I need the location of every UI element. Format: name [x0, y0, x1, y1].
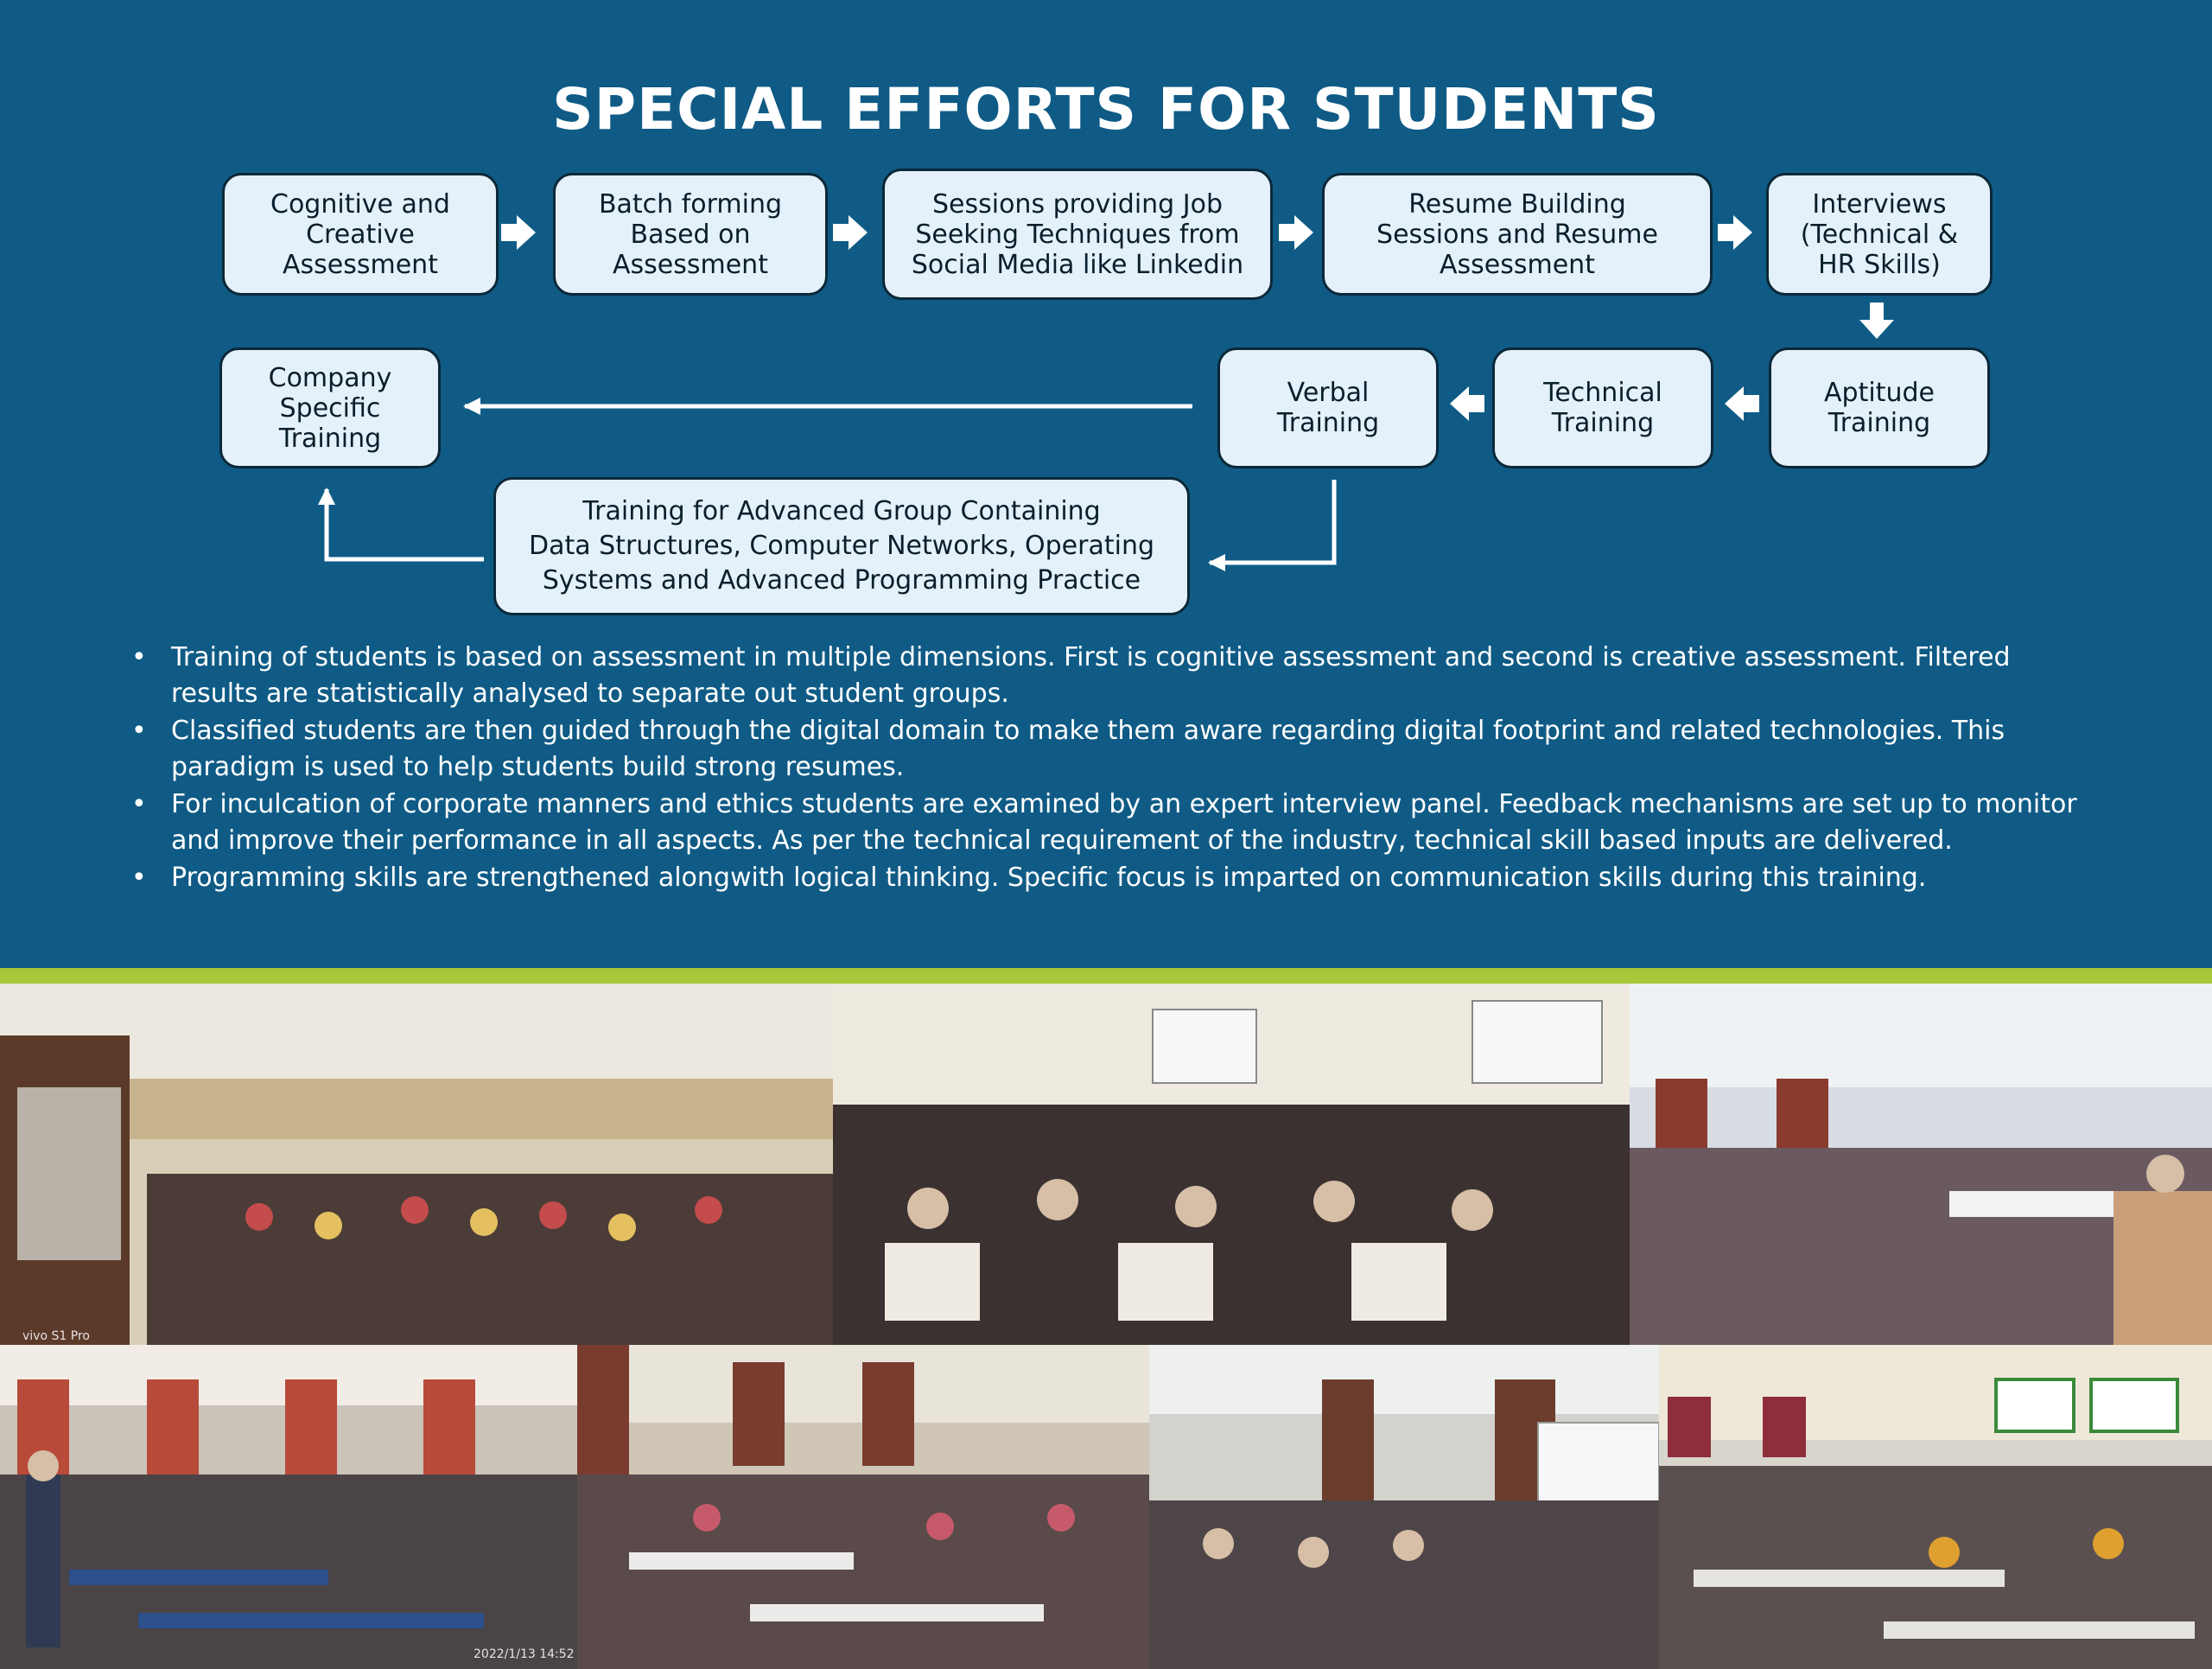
- photo-stamp: vivo S1 Pro: [22, 1329, 90, 1343]
- photo-seminar-hall: [833, 984, 1630, 1345]
- photo-collage: [0, 984, 2212, 1669]
- photo-auditorium: [0, 984, 833, 1345]
- arrow-n6-n7: [1725, 386, 1759, 421]
- node-batch-forming: Batch forming Based on Assessment: [553, 173, 828, 296]
- bullet-item: • Classified students are then guided through the digital domain to make them aware regarding digital footprint and related technologies. This paradigm is used to help students build strong resumes.: [131, 713, 2084, 786]
- node-interviews: Interviews (Technical & HR Skills): [1766, 173, 1993, 296]
- arrow-n10-n9: [327, 489, 484, 559]
- photo-classroom-benches-image: [0, 1345, 577, 1669]
- node-advanced-group-training: Training for Advanced Group Containing Data Structures, Computer Networks, Operating Systems and Advanced Programming Practice: [493, 477, 1190, 615]
- green-divider: [0, 968, 2212, 984]
- photo-classroom-crowd: [577, 1345, 1149, 1669]
- photo-stamp: 2022/1/13 14:52: [474, 1647, 575, 1661]
- bullet-item: • Training of students is based on assessment in multiple dimensions. First is cognitive assessment and second is creative assessment. Filtered results are statistically analysed to separate out student groups.: [131, 640, 2084, 712]
- node-technical-training: Technical Training: [1492, 347, 1713, 468]
- node-company-specific-training: Company Specific Training: [219, 347, 441, 468]
- photo-classroom-benches: [0, 1345, 577, 1669]
- arrow-n8-n10: [1210, 480, 1334, 563]
- arrow-n5-n6: [1859, 303, 1894, 339]
- node-verbal-training: Verbal Training: [1217, 347, 1439, 468]
- photo-classroom-lecture: [1630, 984, 2212, 1345]
- arrow-n1-n2: [501, 215, 536, 250]
- photo-seminar-hall-image: [833, 984, 1630, 1345]
- photo-lab-session: [1659, 1345, 2212, 1669]
- photo-auditorium-image: [0, 984, 833, 1345]
- bullet-item: • For inculcation of corporate manners and ethics students are examined by an expert interview panel. Feedback mechanisms are set up to monitor and improve their performance in all aspects. As per the technical requirement of the industry, technical skill based inputs are delivered.: [131, 787, 2084, 859]
- photo-classroom-projector: [1149, 1345, 1659, 1669]
- photo-classroom-crowd-image: [577, 1345, 1149, 1669]
- bullet-item: • Programming skills are strengthened alongwith logical thinking. Specific focus is imparted on communication skills during this training.: [131, 860, 2084, 896]
- node-aptitude-training: Aptitude Training: [1769, 347, 1990, 468]
- photo-lab-session-image: [1659, 1345, 2212, 1669]
- node-resume-building: Resume Building Sessions and Resume Assessment: [1322, 173, 1713, 296]
- arrow-n2-n3: [833, 215, 868, 250]
- photo-classroom-projector-image: [1149, 1345, 1659, 1669]
- node-job-seeking-sessions: Sessions providing Job Seeking Techniques from Social Media like Linkedin: [882, 169, 1273, 300]
- photo-classroom-lecture-image: [1630, 984, 2212, 1345]
- page-title: SPECIAL EFFORTS FOR STUDENTS: [552, 76, 1660, 143]
- node-cognitive-assessment: Cognitive and Creative Assessment: [222, 173, 499, 296]
- arrow-n4-n5: [1718, 215, 1752, 250]
- arrow-n3-n4: [1279, 215, 1313, 250]
- flowchart: [0, 0, 2212, 622]
- arrow-n7-n8: [1450, 386, 1484, 421]
- bullet-list: [131, 640, 2084, 897]
